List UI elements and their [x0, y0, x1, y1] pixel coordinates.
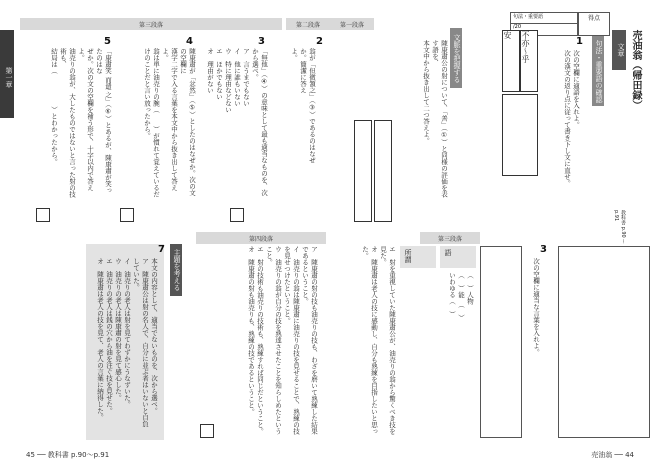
bunmyaku-answer-box-1[interactable] — [374, 120, 392, 222]
section-bar-fourth: 第四段落 — [196, 232, 326, 244]
section-bar-third: 第三段落 — [20, 18, 282, 30]
section-bar-first: 第一段落 — [330, 18, 374, 30]
q3r-number: 3 — [540, 244, 547, 255]
q3-number: 3 — [258, 36, 265, 47]
q-e-text: エ 射を重視していた陳康肅公が、油売りの翁から驚くべき技を見た。 オ 陳康肅は老人の技に感動し、自分も熟練を目指したいと思った。 — [361, 246, 396, 435]
textbook-ref: 教科書 p.90 〜 p.91 — [613, 210, 626, 245]
q2-number: 2 — [316, 36, 323, 47]
kuho-q1-text: 次の空欄に適語を入れよ。 次の漢文の返り点に従って書き下し文に直せ。 — [563, 50, 580, 187]
section-bar-third-b: 第三段落 — [420, 232, 480, 244]
q7-answer-box[interactable] — [200, 424, 214, 438]
table-header-cell: 語 — [440, 246, 476, 268]
kuho-header: 句法・重要語の確認 — [592, 36, 604, 106]
q5-number: 5 — [104, 36, 111, 47]
work-title: 売油翁（帰田録） — [630, 30, 641, 110]
right-page — [330, 0, 660, 466]
word-box-1: 不亦〜乎 — [520, 30, 538, 92]
table-rows: （ ）人物 （ ）能 （ ） いわゆる（ ） — [448, 272, 474, 321]
q6-text: ア 陳康肅の射の技も油売りの技も、わざを磨いて熟練した結果であるということ。 イ 油売りの翁は陳康肅に油売りの技を見せることで、熟練の技を見せつけたということ。 ウ 油売りの翁が自分の技を熟達させたことを知らしめたということ。 エ 射の技術も油売りの技術も、熟練すれば同じだということ。 オ 陳康肅の射も油売りも、熟練の技であるということ。 — [247, 246, 318, 435]
section-bar-second: 第二段落 — [286, 18, 330, 30]
bunmyaku-answer-box-2[interactable] — [354, 120, 372, 222]
q4-answer-box[interactable] — [120, 208, 134, 222]
q5-text: 「康肅笑 而遣 之」（⑥）とあるが、陳康肅が笑ったのはな ぜか。次の文の空欄を補う形で、十字以内で答えよ。 油売りの翁が、大したものではないと言った射の技術も、 結局は（ ）とわかったから。 — [50, 48, 112, 198]
kuho-q1-number: 1 — [576, 36, 583, 47]
bunmyaku-header: 文脈を把握する — [450, 28, 462, 88]
bunmyaku-q1-text: 陳康肅公の射について、「善」（①）と同様の評価を表す語を、 本文中から抜き出して二つ答えよ。 — [422, 40, 448, 198]
word-answer-box[interactable] — [502, 94, 538, 176]
table-header-cell-2: 所謂 — [400, 246, 436, 268]
q3r-answer-box[interactable] — [558, 246, 650, 438]
chapter-tab: 第一章 — [0, 30, 14, 118]
q4-number: 4 — [186, 36, 193, 47]
q3r-table-a[interactable] — [480, 246, 522, 438]
q2-text: 翁が「但微頷之」（③）であるのはなぜか。簡潔に答え よ。 — [290, 48, 316, 164]
total-score-box: 得点 — [578, 12, 610, 36]
q4-text: 陳康肅が「忿然」（⑤）としたのはなぜか。次の文の空欄に 漢字二字で入る言葉を本文中から抜き出して答えよ。 翁は単に油売りの腕（ ）が慣れて覚えているだけのことだと言い放ったから。 — [143, 48, 196, 198]
word-box-2: 安 — [502, 30, 520, 92]
q7-number: 7 — [158, 244, 165, 255]
q3-answer-box[interactable] — [230, 208, 244, 222]
q5-answer-box[interactable] — [36, 208, 50, 222]
right-footer: 売油翁 ── 44 — [591, 451, 634, 459]
title-tab: 文章 — [612, 30, 626, 70]
q7-text: 本文の内容として、適当でないものを、次から選べ。 ア 陳康肅公は射の名人で、自分に並ぶ者はいないと自負していた。 イ 油売りの老人は射を見てわずかにうなずいた。 ウ 油売りの老人は陳康肅の射を見て感心した。 エ 油売りの老人は銭の穴から油を注ぐ技を見せた。 オ 陳康肅は老人の技を見て、老人の言葉に納得した。 — [96, 258, 158, 427]
left-footer: 45 ── 教科書 p.90〜p.91 — [26, 451, 110, 459]
q3r-text: 次の空欄に適当な言葉を入れよ。 — [532, 258, 540, 356]
score-header: 句法・重要語 /20 — [510, 12, 578, 36]
q3-text: 「無他」（④）の意味として最も適当なものを、次から選べ。 ア 言うまでもない イ 他に誰もいない ウ 特に理由などない エ ほかでもない オ 理由がない — [206, 48, 268, 196]
q7-header: 主題を考える — [170, 244, 182, 296]
